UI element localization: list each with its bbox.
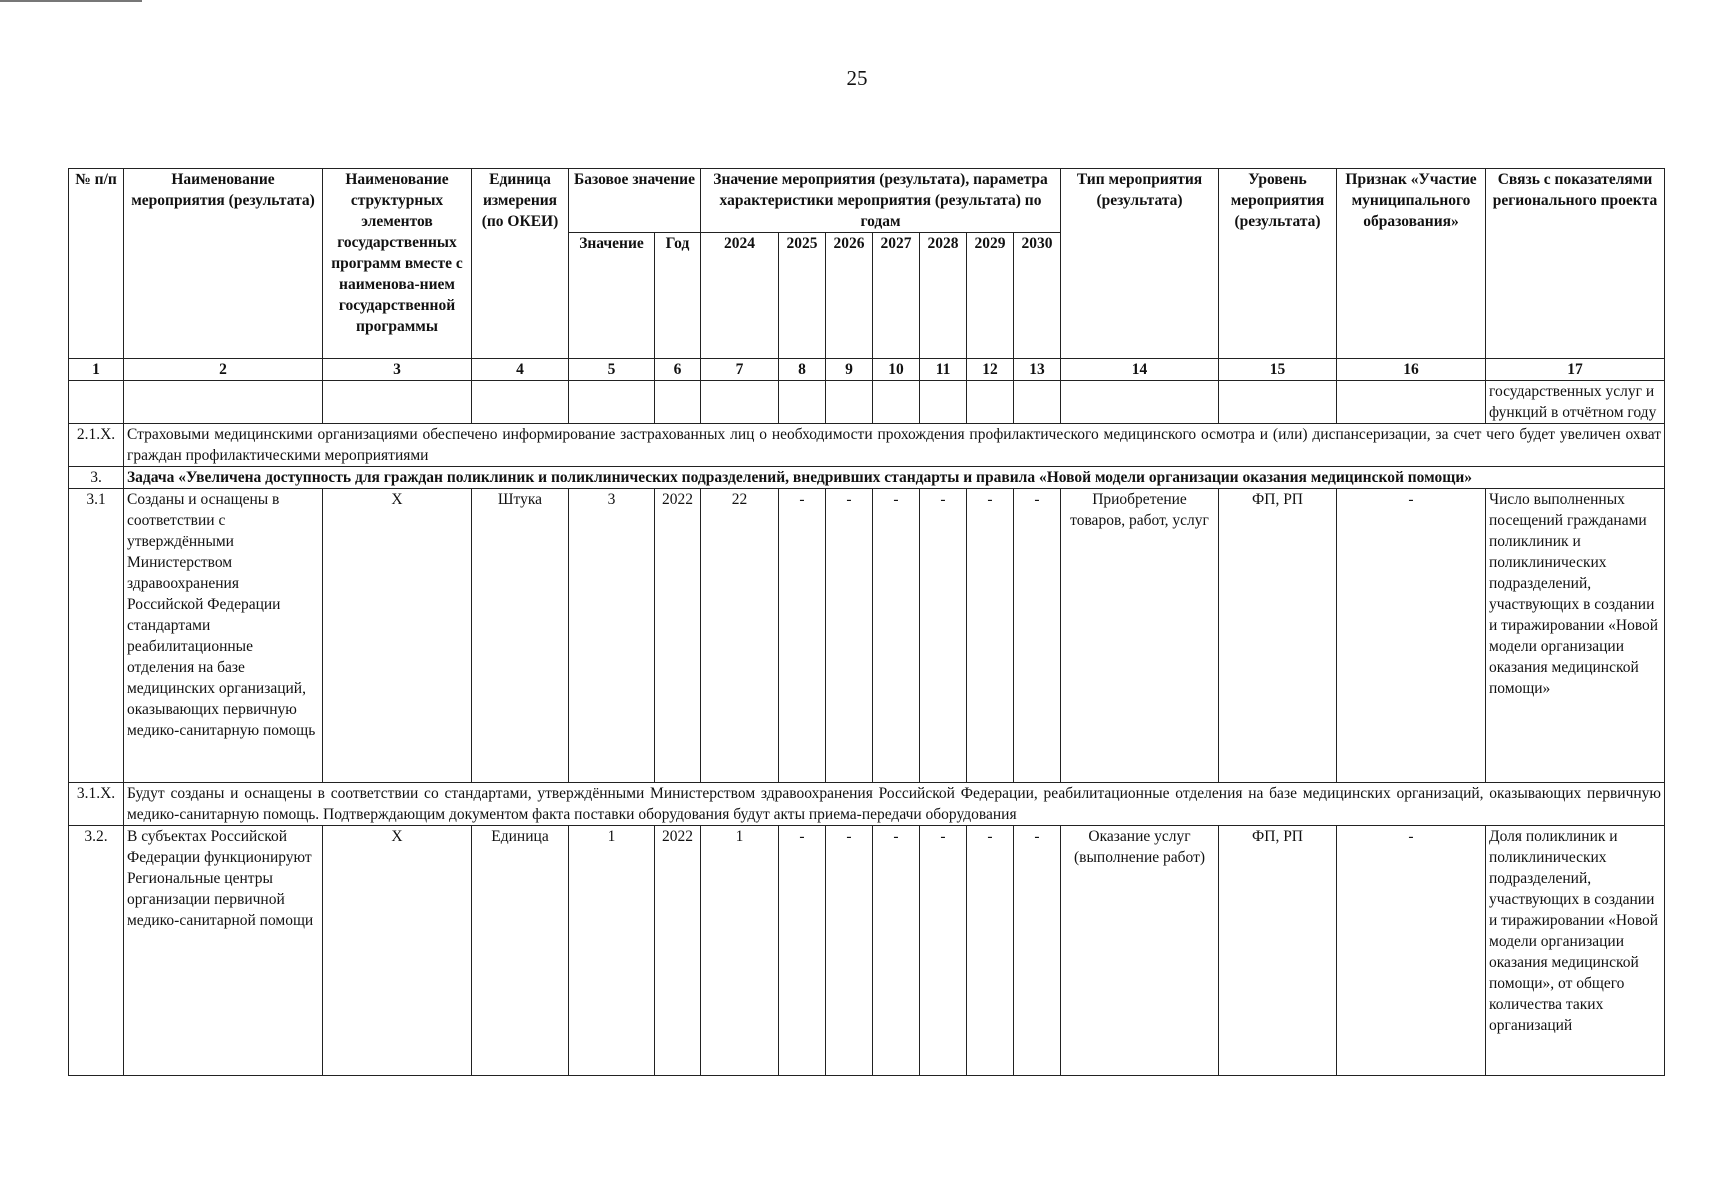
value-2028: - — [920, 826, 967, 1076]
row-3-1 — [69, 489, 1665, 783]
continuation-link-text: государственных услуг и функций в отчётном году — [1486, 381, 1665, 424]
results-table — [68, 168, 1665, 1076]
row-number: 3.1 — [69, 489, 124, 783]
link-to-indicators: Число выполненных посещений гражданами поликлиник и поликлинических подразделений, участвующих в создании и тиражировании «Новой модели организации оказания медицинской помощи» — [1486, 489, 1665, 783]
header-year-2029: 2029 — [967, 233, 1014, 359]
col-number: 10 — [873, 359, 920, 381]
value-2024: 22 — [701, 489, 779, 783]
unit: Штука — [472, 489, 569, 783]
activity-level: ФП, РП — [1219, 489, 1337, 783]
municipal-participation: - — [1337, 826, 1486, 1076]
col-number: 5 — [569, 359, 655, 381]
activity-level: ФП, РП — [1219, 826, 1337, 1076]
value-2025: - — [779, 489, 826, 783]
header-year-2025: 2025 — [779, 233, 826, 359]
header-activity-type: Тип мероприятия (результата) — [1061, 169, 1219, 359]
header-base-value-value: Значение — [569, 233, 655, 359]
col-number: 12 — [967, 359, 1014, 381]
col-number: 3 — [323, 359, 472, 381]
row-description: Будут созданы и оснащены в соответствии со стандартами, утверждёнными Министерством здравоохранения Российской Федерации, реабилитационные отделения на базе медицинских организаций, оказывающих первичную медико-санитарную помощь. Подтверждающим документом факта поставки оборудования будут акты приема-передачи оборудования — [124, 783, 1665, 826]
activity-name: В субъектах Российской Федерации функционируют Региональные центры организации первичной медико-санитарной помощи — [124, 826, 323, 1076]
header-link-to-indicators: Связь с показателями регионального проекта — [1486, 169, 1665, 359]
municipal-participation: - — [1337, 489, 1486, 783]
header-row-1 — [69, 169, 1665, 233]
value-2024: 1 — [701, 826, 779, 1076]
value-2030: - — [1014, 489, 1061, 783]
header-year-2024: 2024 — [701, 233, 779, 359]
row-number: 2.1.X. — [69, 424, 124, 467]
value-2025: - — [779, 826, 826, 1076]
col-number: 15 — [1219, 359, 1337, 381]
row-number: 3. — [69, 467, 124, 489]
row-3-2 — [69, 826, 1665, 1076]
header-structural-elements: Наименование структурных элементов государственных программ вместе с наименова-нием государственной программы — [323, 169, 472, 359]
row-3-task — [69, 467, 1665, 489]
base-year: 2022 — [655, 826, 701, 1076]
col-number: 13 — [1014, 359, 1061, 381]
row-2-1-x — [69, 424, 1665, 467]
base-value: 1 — [569, 826, 655, 1076]
col-number: 9 — [826, 359, 873, 381]
value-2029: - — [967, 826, 1014, 1076]
page-number: 25 — [846, 66, 868, 90]
header-year-2030: 2030 — [1014, 233, 1061, 359]
header-base-value: Базовое значение — [569, 169, 701, 233]
link-to-indicators: Доля поликлиник и поликлинических подразделений, участвующих в создании и тиражировании «Новой модели организации оказания медицинской помощи», от общего количества таких организаций — [1486, 826, 1665, 1076]
activity-type: Приобретение товаров, работ, услуг — [1061, 489, 1219, 783]
col-number: 1 — [69, 359, 124, 381]
header-year-2026: 2026 — [826, 233, 873, 359]
task-title: Задача «Увеличена доступность для граждан поликлиник и поликлинических подразделений, внедривших стандарты и правила «Новой модели организации оказания медицинской помощи» — [124, 467, 1665, 489]
value-2029: - — [967, 489, 1014, 783]
col-number: 7 — [701, 359, 779, 381]
unit: Единица — [472, 826, 569, 1076]
structural-element: Х — [323, 826, 472, 1076]
header-base-value-year: Год — [655, 233, 701, 359]
header-year-2028: 2028 — [920, 233, 967, 359]
row-number: 3.2. — [69, 826, 124, 1076]
base-year: 2022 — [655, 489, 701, 783]
row-number: 3.1.X. — [69, 783, 124, 826]
col-number: 8 — [779, 359, 826, 381]
continuation-row — [69, 381, 1665, 424]
col-number: 11 — [920, 359, 967, 381]
col-number: 16 — [1337, 359, 1486, 381]
row-description: Страховыми медицинскими организациями обеспечено информирование застрахованных лиц о необходимости прохождения профилактического медицинского осмотра и (или) диспансеризации, за счет чего будет увеличен охват граждан профилактическими мероприятиями — [124, 424, 1665, 467]
header-unit: Единица измерения (по ОКЕИ) — [472, 169, 569, 359]
header-activity-level: Уровень мероприятия (результата) — [1219, 169, 1337, 359]
value-2028: - — [920, 489, 967, 783]
value-2026: - — [826, 826, 873, 1076]
value-2030: - — [1014, 826, 1061, 1076]
header-year-2027: 2027 — [873, 233, 920, 359]
base-value: 3 — [569, 489, 655, 783]
value-2027: - — [873, 826, 920, 1076]
activity-name: Созданы и оснащены в соответствии с утверждёнными Министерством здравоохранения Российской Федерации стандартами реабилитационные отделения на базе медицинских организаций, оказывающих первичную медико-санитарную помощь — [124, 489, 323, 783]
header-values-by-year: Значение мероприятия (результата), параметра характеристики мероприятия (результата) по годам — [701, 169, 1061, 233]
activity-type: Оказание услуг (выполнение работ) — [1061, 826, 1219, 1076]
value-2026: - — [826, 489, 873, 783]
col-number: 6 — [655, 359, 701, 381]
scan-corner-mark — [0, 0, 142, 2]
header-municipal-participation: Признак «Участие муниципального образования» — [1337, 169, 1486, 359]
value-2027: - — [873, 489, 920, 783]
header-activity-name: Наименование мероприятия (результата) — [124, 169, 323, 359]
row-3-1-x — [69, 783, 1665, 826]
structural-element: Х — [323, 489, 472, 783]
col-number: 14 — [1061, 359, 1219, 381]
col-number: 17 — [1486, 359, 1665, 381]
column-numbers-row — [69, 359, 1665, 381]
col-number: 4 — [472, 359, 569, 381]
header-number: № п/п — [69, 169, 124, 359]
col-number: 2 — [124, 359, 323, 381]
